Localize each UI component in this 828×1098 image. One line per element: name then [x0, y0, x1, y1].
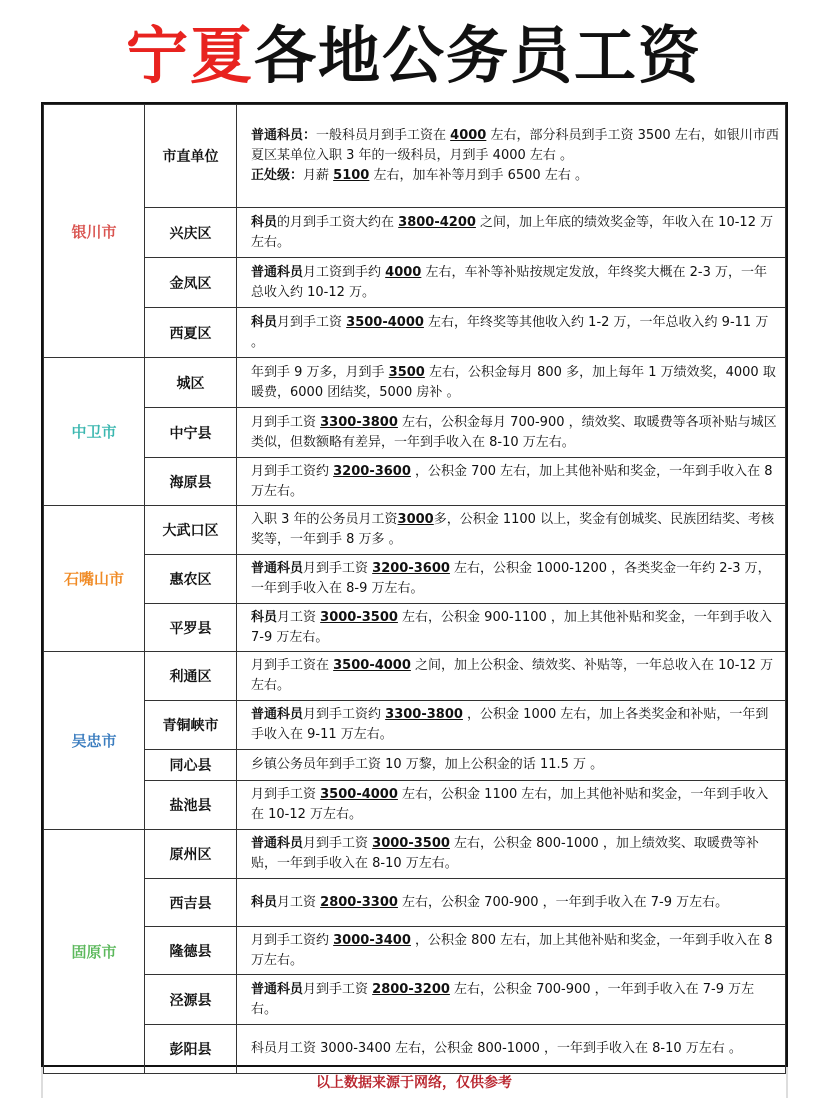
- city-name: 银川市: [44, 105, 145, 358]
- text-segment: ，公积金 1000 左右，加上各类奖金和补贴，一年到手收入在 9-11 万左右。: [251, 707, 769, 742]
- table-row: [44, 358, 786, 408]
- salary-description: [237, 458, 786, 506]
- salary-figure: 3500-4000: [346, 314, 424, 330]
- city-name: 中卫市: [44, 358, 145, 506]
- rank-label: 科员: [251, 609, 278, 625]
- text-segment: 之间，加上年底的绩效奖金等，年收入在 10-12 万左右。: [251, 214, 774, 250]
- rank-label: 正处级：: [251, 168, 304, 183]
- salary-figure: 3000: [397, 512, 434, 527]
- rank-label: 普通科员：: [251, 128, 317, 143]
- salary-description: [237, 701, 786, 750]
- district-name: 金凤区: [145, 258, 237, 308]
- text-segment: 左右，车补等补贴按规定发放，年终奖大概在 2-3 万，一年总收入约 10-12 万。: [251, 264, 767, 300]
- text-segment: 之间，加上公积金、绩效奖、补贴等，一年总收入在 10-12 万左右。: [251, 658, 774, 693]
- salary-figure: 3000-3500: [320, 609, 398, 625]
- salary-description: [237, 975, 786, 1025]
- city-name: 固原市: [44, 830, 145, 1074]
- text-segment: 左右，公积金每月 800 多，加上每年 1 万绩效奖，4000 取暖费，6000 团结奖，5000 房补 。: [251, 364, 776, 400]
- table-row: [44, 408, 786, 458]
- district-name: 彭阳县: [145, 1025, 237, 1074]
- salary-description: [237, 750, 786, 781]
- text-segment: 月到手工资约: [303, 707, 386, 722]
- text-segment: 左右，公积金 700-900 ，一年到手收入在 7-9 万左右。: [251, 981, 755, 1017]
- text-segment: 科员月工资: [251, 1041, 321, 1056]
- district-name: 中宁县: [145, 408, 237, 458]
- text-segment: 月到手工资在: [251, 658, 334, 673]
- table-row: [44, 652, 786, 701]
- salary-description: [237, 604, 786, 652]
- text-segment: 左右，公积金 1000-1200 ，各类奖金一年约 2-3 万，一年到手收入在 8-9 万左右。: [251, 561, 771, 596]
- district-name: 隆德县: [145, 927, 237, 975]
- city-name: 吴忠市: [44, 652, 145, 830]
- text-segment: 3000-3400: [320, 1041, 391, 1056]
- salary-description: [237, 781, 786, 830]
- text-segment: 左右，部分科员到手工资 3500 左右，如银川市西夏区某单位入职 3 年的一级科员，月到手 4000 左右 。: [251, 128, 779, 163]
- table-row: [44, 927, 786, 975]
- text-segment: 左右，公积金 800-1000 ，加上绩效奖、取暖费等补贴，一年到手收入在 8-10 万左右。: [251, 836, 759, 871]
- district-name: 青铜峡市: [145, 701, 237, 750]
- table-row: [44, 105, 786, 208]
- salary-figure: 4000: [385, 264, 422, 280]
- text-segment: 月到手工资: [303, 561, 373, 576]
- district-name: 市直单位: [145, 105, 237, 208]
- city-name: 石嘴山市: [44, 506, 145, 652]
- text-segment: 多，公积金 1100 以上，奖金有创城奖、民族团结奖、考核奖等，一年到手 8 万多 。: [251, 512, 775, 547]
- salary-figure: 2800-3300: [320, 894, 398, 910]
- text-segment: 月工资到手约: [303, 264, 386, 280]
- salary-figure: 4000: [450, 128, 487, 143]
- salary-description: [237, 652, 786, 701]
- district-name: 西夏区: [145, 308, 237, 358]
- salary-figure: 3500: [388, 364, 425, 380]
- salary-figure: 3000-3400: [333, 932, 411, 948]
- salary-figure: 3500-4000: [320, 787, 398, 802]
- page-title: [0, 0, 828, 100]
- district-name: 利通区: [145, 652, 237, 701]
- district-name: 大武口区: [145, 506, 237, 555]
- text-segment: 入职 3 年的公务员月工资: [251, 512, 398, 527]
- district-name: 城区: [145, 358, 237, 408]
- salary-description: [237, 506, 786, 555]
- text-segment: 月到手工资: [303, 836, 373, 851]
- district-name: 平罗县: [145, 604, 237, 652]
- text-segment: 乡镇公务员年到手工资 10 万黎，加上公积金的话 11.5 万 。: [251, 757, 604, 772]
- text-segment: 一般科员月到手工资在: [316, 128, 451, 143]
- salary-description: [237, 1025, 786, 1074]
- footer-note: 以上数据来源于网络，仅供参考: [316, 1075, 512, 1091]
- salary-figure: 3200-3600: [372, 561, 450, 576]
- table-row: [44, 781, 786, 830]
- salary-figure: 5100: [333, 168, 370, 183]
- rank-label: 普通科员: [251, 707, 304, 722]
- table-row: [44, 258, 786, 308]
- text-segment: 左右，公积金每月 700-900 ，绩效奖、取暖费等各项补贴与城区类似，但数额略有差异，一年到手收入在 8-10 万左右。: [251, 414, 777, 450]
- table-row: [44, 308, 786, 358]
- title-subject: 各地公务员工资: [254, 18, 703, 92]
- rank-label: 普通科员: [251, 836, 304, 851]
- salary-figure: 3300-3800: [385, 707, 463, 722]
- salary-description: [237, 555, 786, 604]
- salary-table: [41, 102, 788, 1067]
- text-segment: 月到手工资: [277, 314, 347, 330]
- district-name: 海原县: [145, 458, 237, 506]
- table-row: [44, 750, 786, 781]
- district-name: 原州区: [145, 830, 237, 879]
- rank-label: 普通科员: [251, 981, 304, 997]
- text-segment: 左右，公积金 800-1000 ，一年到手收入在 8-10 万左右 。: [391, 1041, 742, 1056]
- text-segment: 月到手工资: [251, 414, 321, 430]
- text-segment: ，公积金 700 左右，加上其他补贴和奖金，一年到手收入在 8 万左右。: [251, 463, 773, 499]
- rank-label: 科员: [251, 314, 278, 330]
- salary-description: [237, 830, 786, 879]
- table-row: [44, 506, 786, 555]
- title-province: 宁夏: [125, 18, 254, 92]
- salary-figure: 3200-3600: [333, 463, 411, 479]
- rank-label: 科员: [251, 214, 278, 230]
- district-name: 西吉县: [145, 879, 237, 927]
- district-name: 盐池县: [145, 781, 237, 830]
- salary-description: [237, 208, 786, 258]
- text-segment: 月薪: [303, 168, 334, 183]
- rank-label: 普通科员: [251, 561, 304, 576]
- district-name: 泾源县: [145, 975, 237, 1025]
- text-segment: 月到手工资约: [251, 463, 334, 479]
- text-segment: 月到手工资: [251, 787, 321, 802]
- rank-label: 科员: [251, 894, 278, 910]
- text-segment: 左右，年终奖等其他收入约 1-2 万，一年总收入约 9-11 万 。: [251, 314, 769, 350]
- salary-description: [237, 927, 786, 975]
- salary-description: [237, 408, 786, 458]
- salary-description: [237, 105, 786, 208]
- table-row: [44, 830, 786, 879]
- salary-table-body: [44, 105, 786, 1074]
- text-segment: 左右，加车补等月到手 6500 左右 。: [369, 168, 588, 183]
- table-row: [44, 604, 786, 652]
- table-row: [44, 1025, 786, 1074]
- salary-figure: 3300-3800: [320, 414, 398, 430]
- table-row: [44, 701, 786, 750]
- table-row: [44, 975, 786, 1025]
- text-segment: 年到手 9 万多，月到手: [251, 364, 389, 380]
- text-segment: 月到手工资约: [251, 932, 334, 948]
- text-segment: 左右，公积金 1100 左右，加上其他补贴和奖金，一年到手收入在 10-12 万左右。: [251, 787, 769, 822]
- district-name: 兴庆区: [145, 208, 237, 258]
- salary-figure: 3500-4000: [333, 658, 411, 673]
- text-segment: 月工资: [277, 609, 321, 625]
- salary-description: [237, 258, 786, 308]
- text-segment: 月到手工资: [303, 981, 373, 997]
- district-name: 同心县: [145, 750, 237, 781]
- rank-label: 普通科员: [251, 264, 304, 280]
- table-row: [44, 208, 786, 258]
- salary-figure: 3800-4200: [398, 214, 476, 230]
- table-row: [44, 879, 786, 927]
- salary-description: [237, 308, 786, 358]
- text-segment: 左右，公积金 700-900 ，一年到手收入在 7-9 万左右。: [397, 894, 729, 910]
- table-row: [44, 458, 786, 506]
- salary-description: [237, 879, 786, 927]
- table-row: [44, 555, 786, 604]
- salary-description: [237, 358, 786, 408]
- salary-figure: 3000-3500: [372, 836, 450, 851]
- text-segment: 的月到手工资大约在: [277, 214, 399, 230]
- text-segment: ，公积金 800 左右，加上其他补贴和奖金，一年到手收入在 8 万左右。: [251, 932, 773, 968]
- text-segment: 月工资: [277, 894, 321, 910]
- salary-figure: 2800-3200: [372, 981, 450, 997]
- district-name: 惠农区: [145, 555, 237, 604]
- text-segment: 左右，公积金 900-1100 ，加上其他补贴和奖金，一年到手收入 7-9 万左右。: [251, 609, 772, 645]
